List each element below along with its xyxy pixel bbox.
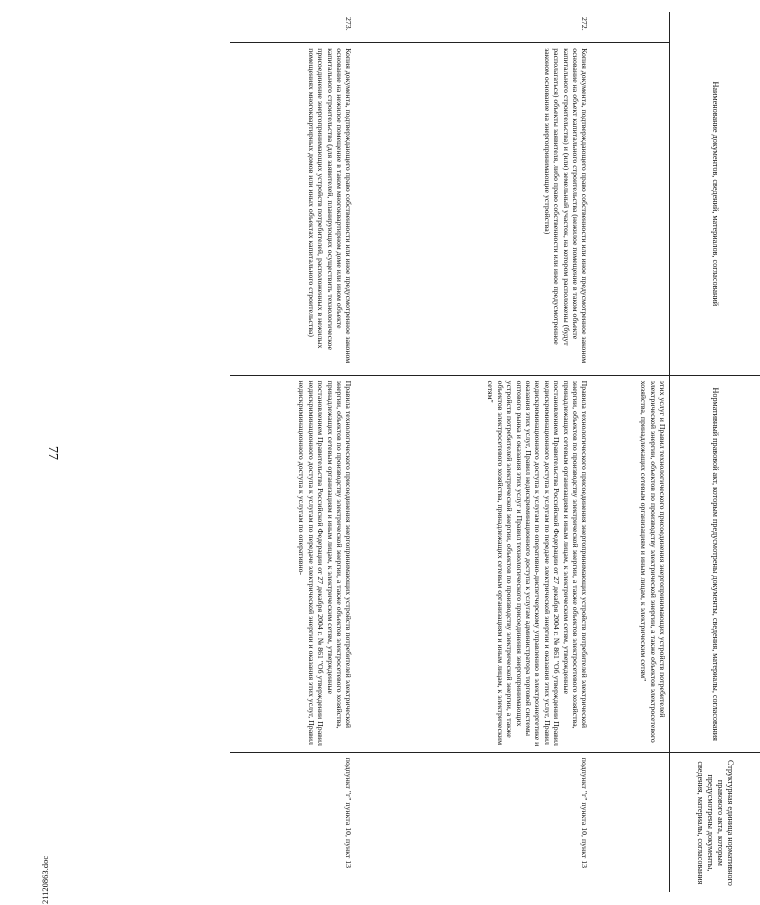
table-row	[230, 12, 356, 892]
rotated-table-container	[230, 12, 760, 892]
row-structure-unit: подпункт "г" пункта 10, пункт 13	[580, 757, 590, 869]
header-structure: Структурная единица нормативного правового акта, которым предусмотрены документы, сведения, материалы, согласования	[670, 752, 760, 892]
cell-structure	[592, 752, 670, 892]
cell-act: этих услуг и Правил технологического присоединения энергопринимающих устройств потребителей электрической энергии, объектов по производству электрической энергии, а также объектов электросетевого хозяйства, принадлежащих сетевым организациям и иным лицам, к электрическим сетям"	[592, 375, 670, 752]
table-row	[356, 12, 592, 892]
footer-filename: 2112086З.doc	[40, 855, 50, 904]
cell-name	[592, 43, 670, 375]
row-number: 273.	[230, 12, 356, 43]
header-act: Нормативный правовой акт, которым предусмотрены документы, сведения, материалы, согласования	[670, 375, 760, 752]
table-row-continuation	[592, 12, 670, 892]
row-normative-act: Правила технологического присоединения энергопринимающих устройств потребителей электрической энергии, объектов по производству электрической энергии, а также объектов электросетевого хозяйства, принадлежащих сетевым организациям и иным лицам, к электрическим сетям, утвержденные постановлением Правительства Российской Федерации от 27 декабря 2004 г. № 861 "Об утверждении Правил недискриминационного доступа к услугам по передаче электрической энергии и оказания этих услуг, Правил недискриминационного доступа к услугам по оперативно-диспетчерскому управлению в электроэнергетике и оказания этих услуг, Правил недискриминационного доступа к услугам администратора торговой системы оптового рынка и оказания этих услуг и Правил технологического присоединения энергопринимающих устройств потребителей электрической энергии, объектов по производству электрической энергии, а также объектов электросетевого хозяйства, принадлежащих сетевым организациям и иным лицам, к электрическим сетям"	[356, 375, 592, 752]
cell-number	[592, 12, 670, 43]
page-number: 77	[45, 446, 60, 460]
row-normative-act: Правила технологического присоединения энергопринимающих устройств потребителей электрической энергии, объектов по производству электрической энергии, а также объектов электросетевого хозяйства, принадлежащих сетевым организациям и иным лицам, к электрическим сетям, утвержденные постановлением Правительства Российской Федерации от 27 декабря 2004 г. № 861 "Об утверждении Правил недискриминационного доступа к услугам по передаче электрической энергии и оказания этих услуг, Правил недискриминационного доступа к услугам по оперативно-	[230, 375, 356, 752]
row-structure-unit: подпункт "г" пункта 10, пункт 13	[344, 757, 354, 869]
row-document-name: Копия документа, подтверждающего право собственности или иное предусмотренное законом основание на нежилое помещение в таком многоквартирном доме или ином объекте капитального строительства (для заявителей, планирующих осуществить технологическое присоединение энергопринимающих устройств потребителей, расположенных в нежилых помещениях многоквартирных домов или иных объектах капитального строительства)	[230, 43, 356, 375]
table-header-row	[670, 12, 760, 892]
row-number: 272.	[356, 12, 592, 43]
header-name: Наименование документов, сведений, материалов, согласований	[670, 12, 760, 375]
row-document-name: Копия документа, подтверждающего право собственности или иное предусмотренное законом основание на объект капитального строительства (нежилое помещение в таком объекте капитального строительства) и (или) земельный участок, на котором расположены (будут располагаться) объекты заявителя, либо право собственности или иное предусмотренное законом основание на энергопринимающие устройства)	[356, 43, 592, 375]
documents-table	[230, 12, 760, 892]
